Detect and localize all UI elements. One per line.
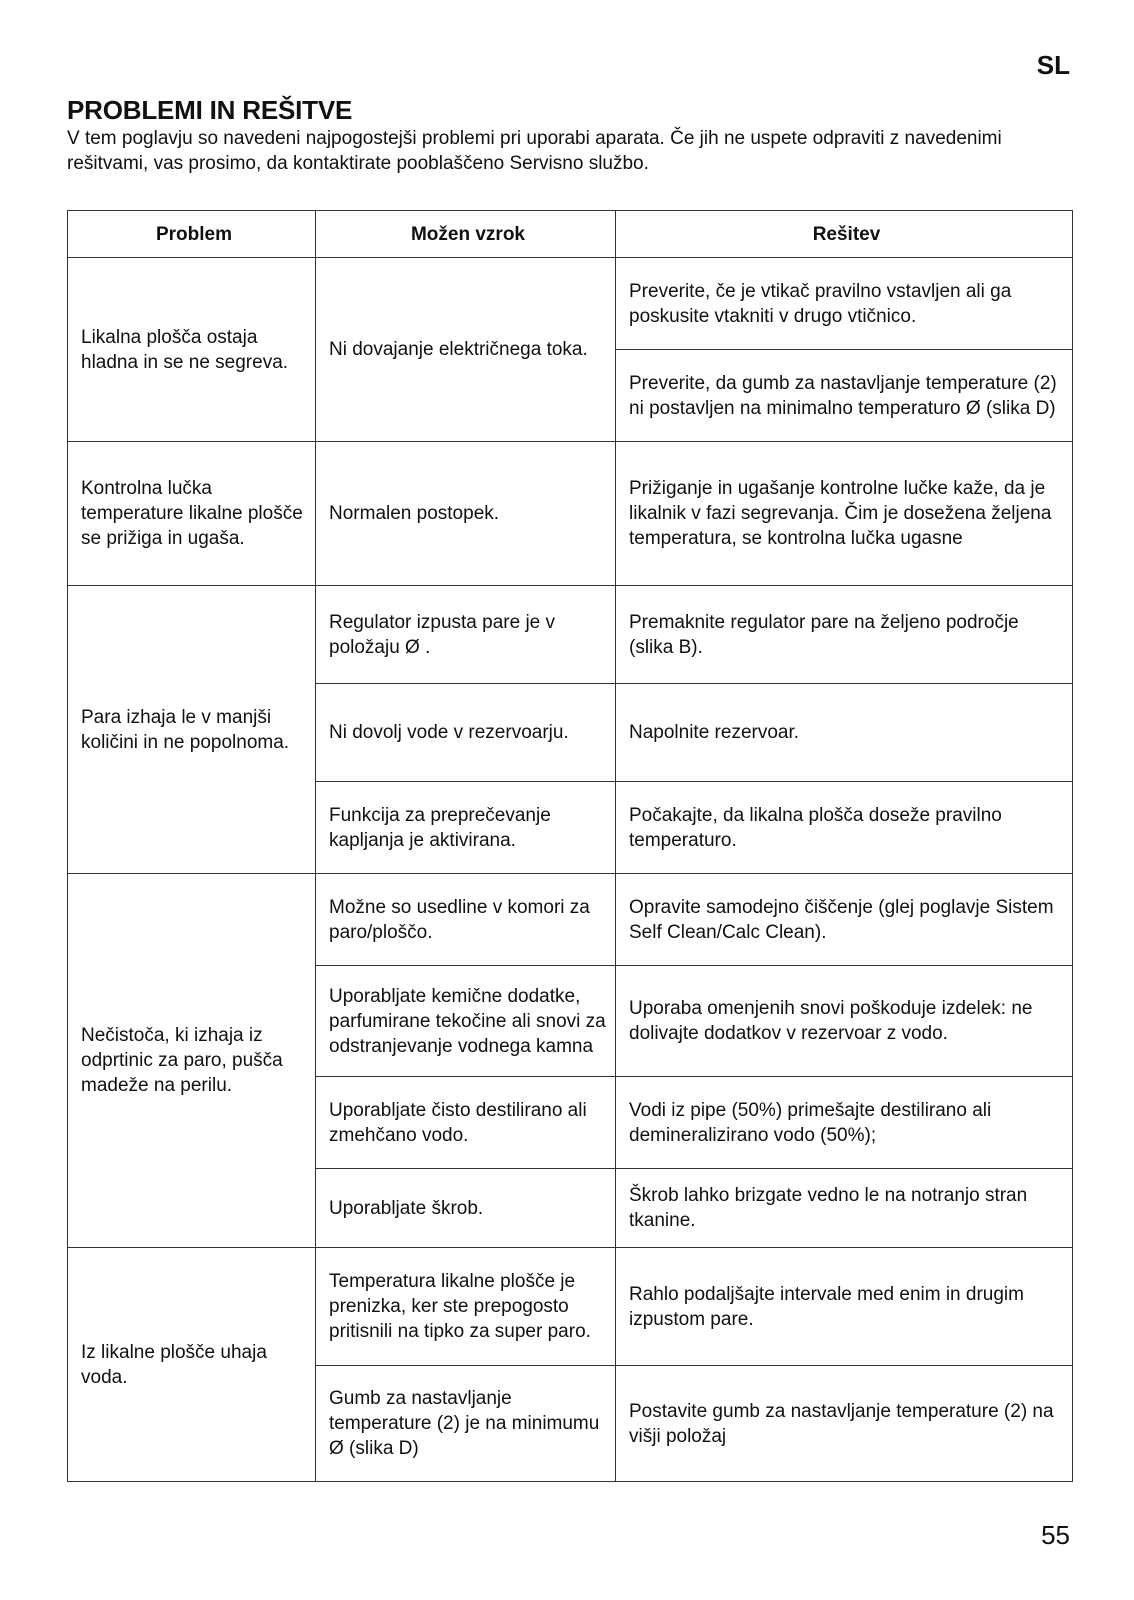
page-number: 55	[1041, 1520, 1070, 1550]
column-header-problem: Problem	[68, 211, 316, 258]
solution-cell: Uporaba omenjenih snovi poškoduje izdelek: ne dolivajte dodatkov v rezervoar z vodo.	[616, 966, 1073, 1077]
troubleshooting-table	[67, 210, 1073, 1482]
cause-cell: Regulator izpusta pare je v položaju Ø .	[316, 586, 616, 684]
cause-cell: Uporabljate škrob.	[316, 1169, 616, 1248]
table-row	[68, 258, 1073, 350]
cause-cell: Ni dovolj vode v rezervoarju.	[316, 684, 616, 782]
table-row	[68, 586, 1073, 684]
problem-cell: Nečistoča, ki izhaja iz odprtinic za paro, pušča madeže na perilu.	[68, 874, 316, 1248]
solution-cell: Rahlo podaljšajte intervale med enim in drugim izpustom pare.	[616, 1248, 1073, 1366]
problem-cell: Likalna plošča ostaja hladna in se ne segreva.	[68, 258, 316, 442]
solution-cell: Preverite, če je vtikač pravilno vstavljen ali ga poskusite vtakniti v drugo vtičnico.	[616, 258, 1073, 350]
cause-cell: Uporabljate čisto destilirano ali zmehčano vodo.	[316, 1077, 616, 1169]
table-row	[68, 442, 1073, 586]
solution-cell: Opravite samodejno čiščenje (glej poglavje Sistem Self Clean/Calc Clean).	[616, 874, 1073, 966]
solution-cell: Premaknite regulator pare na željeno področje (slika B).	[616, 586, 1073, 684]
solution-cell: Vodi iz pipe (50%) primešajte destilirano ali demineralizirano vodo (50%);	[616, 1077, 1073, 1169]
solution-cell: Počakajte, da likalna plošča doseže pravilno temperaturo.	[616, 782, 1073, 874]
cause-cell: Normalen postopek.	[316, 442, 616, 586]
cause-cell: Ni dovajanje električnega toka.	[316, 258, 616, 442]
problem-cell: Iz likalne plošče uhaja voda.	[68, 1248, 316, 1482]
solution-cell: Prižiganje in ugašanje kontrolne lučke kaže, da je likalnik v fazi segrevanja. Čim je dosežena željena temperatura, se kontrolna lučka ugasne	[616, 442, 1073, 586]
language-tag: SL	[1036, 50, 1070, 80]
table-header-row	[68, 211, 1073, 258]
cause-cell: Temperatura likalne plošče je prenizka, ker ste prepogosto pritisnili na tipko za super paro.	[316, 1248, 616, 1366]
page-title: PROBLEMI IN REŠITVE	[67, 95, 353, 125]
table-row	[68, 1248, 1073, 1366]
problem-cell: Para izhaja le v manjši količini in ne popolnoma.	[68, 586, 316, 874]
solution-cell: Postavite gumb za nastavljanje temperature (2) na višji položaj	[616, 1366, 1073, 1482]
column-header-cause: Možen vzrok	[316, 211, 616, 258]
solution-cell: Napolnite rezervoar.	[616, 684, 1073, 782]
solution-cell: Škrob lahko brizgate vedno le na notranjo stran tkanine.	[616, 1169, 1073, 1248]
cause-cell: Funkcija za preprečevanje kapljanja je aktivirana.	[316, 782, 616, 874]
cause-cell: Možne so usedline v komori za paro/ploščo.	[316, 874, 616, 966]
table-row	[68, 874, 1073, 966]
problem-cell: Kontrolna lučka temperature likalne plošče se prižiga in ugaša.	[68, 442, 316, 586]
intro-paragraph: V tem poglavju so navedeni najpogostejši problemi pri uporabi aparata. Če jih ne uspete odpraviti z navedenimi rešitvami, vas prosimo, da kontaktirate pooblaščeno Servisno službo.	[67, 128, 1002, 174]
cause-cell: Gumb za nastavljanje temperature (2) je na minimumu Ø (slika D)	[316, 1366, 616, 1482]
solution-cell: Preverite, da gumb za nastavljanje temperature (2) ni postavljen na minimalno temperaturo Ø (slika D)	[616, 350, 1073, 442]
column-header-solution: Rešitev	[616, 211, 1073, 258]
cause-cell: Uporabljate kemične dodatke, parfumirane tekočine ali snovi za odstranjevanje vodnega kamna	[316, 966, 616, 1077]
